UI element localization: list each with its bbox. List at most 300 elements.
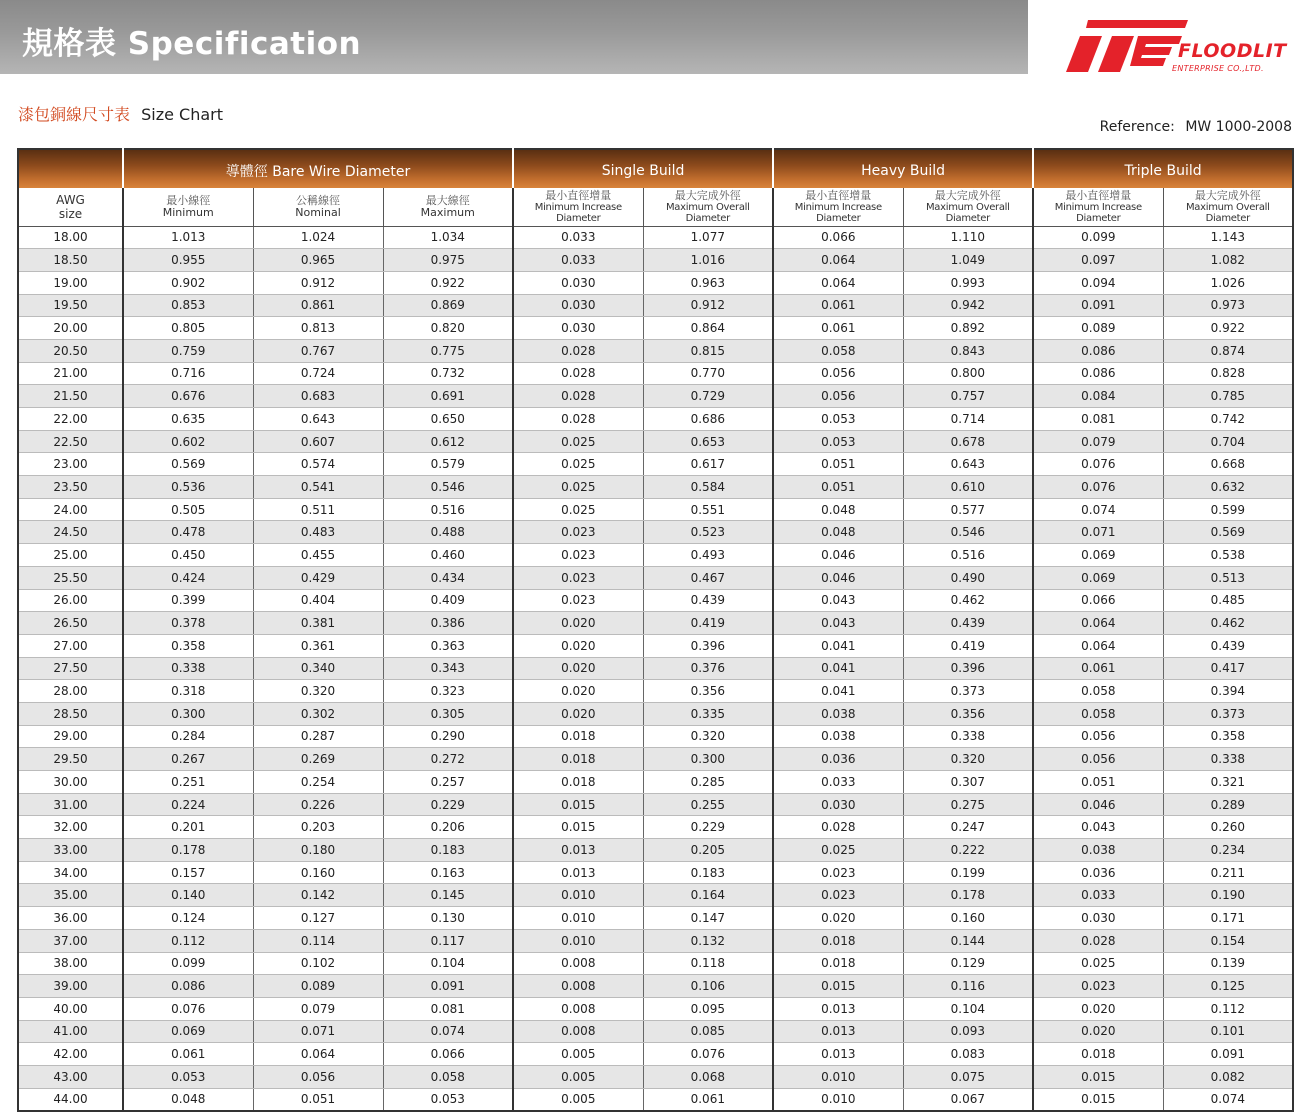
cell-single-min-increase: 0.028 <box>513 408 643 431</box>
col-header-maximum-zh: 最大線徑 <box>425 193 470 207</box>
cell-single-max-overall: 0.584 <box>643 476 773 499</box>
cell-minimum: 0.676 <box>123 385 253 408</box>
col-header-en1: Minimum Increase <box>794 201 882 213</box>
cell-heavy-min-increase: 0.038 <box>773 702 903 725</box>
col-header-heavy-max-overall <box>903 188 1033 226</box>
cell-triple-max-overall: 0.704 <box>1163 430 1293 453</box>
cell-heavy-max-overall: 0.439 <box>903 612 1033 635</box>
cell-heavy-min-increase: 0.028 <box>773 816 903 839</box>
cell-heavy-max-overall: 0.129 <box>903 952 1033 975</box>
cell-maximum: 0.081 <box>383 997 513 1020</box>
col-header-zh: 最小直徑增量 <box>545 188 612 202</box>
size-chart-subtitle <box>18 102 223 125</box>
cell-nominal: 0.574 <box>253 453 383 476</box>
cell-triple-min-increase: 0.081 <box>1033 408 1163 431</box>
cell-triple-max-overall: 0.973 <box>1163 294 1293 317</box>
cell-single-min-increase: 0.023 <box>513 544 643 567</box>
cell-minimum: 0.140 <box>123 884 253 907</box>
cell-single-max-overall: 0.205 <box>643 839 773 862</box>
cell-single-min-increase: 0.030 <box>513 271 643 294</box>
cell-nominal: 0.320 <box>253 680 383 703</box>
cell-triple-min-increase: 0.097 <box>1033 249 1163 272</box>
cell-minimum: 0.124 <box>123 907 253 930</box>
col-header-maximum <box>383 188 513 226</box>
col-header-minimum-en: Minimum <box>162 205 214 219</box>
cell-awg-size: 34.00 <box>18 861 123 884</box>
cell-nominal: 0.079 <box>253 997 383 1020</box>
cell-triple-min-increase: 0.051 <box>1033 771 1163 794</box>
cell-triple-max-overall: 0.632 <box>1163 476 1293 499</box>
cell-single-max-overall: 0.183 <box>643 861 773 884</box>
cell-triple-max-overall: 0.569 <box>1163 521 1293 544</box>
cell-minimum: 0.318 <box>123 680 253 703</box>
cell-single-min-increase: 0.020 <box>513 702 643 725</box>
cell-triple-min-increase: 0.066 <box>1033 589 1163 612</box>
column-header-row <box>18 188 1293 226</box>
cell-heavy-max-overall: 0.516 <box>903 544 1033 567</box>
cell-minimum: 0.061 <box>123 1043 253 1066</box>
cell-maximum: 0.434 <box>383 566 513 589</box>
cell-heavy-max-overall: 0.338 <box>903 725 1033 748</box>
table-row <box>18 362 1293 385</box>
col-header-en1: Minimum Increase <box>1054 201 1142 213</box>
cell-minimum: 0.569 <box>123 453 253 476</box>
cell-triple-min-increase: 0.086 <box>1033 362 1163 385</box>
table-row <box>18 226 1293 249</box>
cell-single-max-overall: 0.686 <box>643 408 773 431</box>
cell-single-min-increase: 0.005 <box>513 1088 643 1111</box>
table-row <box>18 249 1293 272</box>
cell-single-max-overall: 0.164 <box>643 884 773 907</box>
cell-awg-size: 32.00 <box>18 816 123 839</box>
cell-awg-size: 38.00 <box>18 952 123 975</box>
cell-single-min-increase: 0.023 <box>513 589 643 612</box>
cell-triple-max-overall: 0.125 <box>1163 975 1293 998</box>
cell-awg-size: 30.00 <box>18 771 123 794</box>
cell-single-max-overall: 0.068 <box>643 1065 773 1088</box>
cell-nominal: 0.340 <box>253 657 383 680</box>
cell-single-min-increase: 0.010 <box>513 929 643 952</box>
cell-heavy-max-overall: 0.892 <box>903 317 1033 340</box>
cell-awg-size: 26.00 <box>18 589 123 612</box>
cell-awg-size: 43.00 <box>18 1065 123 1088</box>
cell-heavy-max-overall: 0.222 <box>903 839 1033 862</box>
cell-maximum: 0.546 <box>383 476 513 499</box>
cell-heavy-max-overall: 0.144 <box>903 929 1033 952</box>
cell-heavy-min-increase: 0.023 <box>773 861 903 884</box>
cell-triple-max-overall: 0.154 <box>1163 929 1293 952</box>
cell-maximum: 0.869 <box>383 294 513 317</box>
cell-triple-min-increase: 0.020 <box>1033 997 1163 1020</box>
cell-triple-min-increase: 0.071 <box>1033 521 1163 544</box>
cell-triple-max-overall: 0.599 <box>1163 498 1293 521</box>
cell-minimum: 0.602 <box>123 430 253 453</box>
col-header-en2: Diameter <box>945 212 990 224</box>
col-header-en2: Diameter <box>1205 212 1250 224</box>
cell-triple-max-overall: 0.373 <box>1163 702 1293 725</box>
cell-maximum: 0.488 <box>383 521 513 544</box>
cell-maximum: 0.386 <box>383 612 513 635</box>
col-header-heavy-min-increase <box>773 188 903 226</box>
cell-heavy-min-increase: 0.053 <box>773 430 903 453</box>
cell-single-max-overall: 0.320 <box>643 725 773 748</box>
cell-heavy-min-increase: 0.061 <box>773 317 903 340</box>
cell-single-max-overall: 0.300 <box>643 748 773 771</box>
cell-single-max-overall: 0.095 <box>643 997 773 1020</box>
table-row <box>18 317 1293 340</box>
col-header-nominal-zh: 公稱線徑 <box>296 193 340 207</box>
cell-maximum: 0.323 <box>383 680 513 703</box>
cell-nominal: 0.051 <box>253 1088 383 1111</box>
cell-heavy-min-increase: 0.036 <box>773 748 903 771</box>
table-row <box>18 1020 1293 1043</box>
table-row <box>18 1065 1293 1088</box>
cell-awg-size: 27.50 <box>18 657 123 680</box>
cell-triple-max-overall: 1.143 <box>1163 226 1293 249</box>
cell-heavy-max-overall: 0.993 <box>903 271 1033 294</box>
cell-awg-size: 19.50 <box>18 294 123 317</box>
cell-awg-size: 22.50 <box>18 430 123 453</box>
cell-heavy-min-increase: 0.013 <box>773 1020 903 1043</box>
table-row <box>18 294 1293 317</box>
cell-heavy-min-increase: 0.056 <box>773 362 903 385</box>
cell-heavy-max-overall: 0.419 <box>903 634 1033 657</box>
cell-nominal: 0.483 <box>253 521 383 544</box>
cell-maximum: 0.343 <box>383 657 513 680</box>
table-row <box>18 952 1293 975</box>
cell-single-min-increase: 0.018 <box>513 771 643 794</box>
table-row <box>18 1088 1293 1111</box>
cell-awg-size: 33.00 <box>18 839 123 862</box>
cell-triple-max-overall: 0.462 <box>1163 612 1293 635</box>
cell-heavy-max-overall: 0.275 <box>903 793 1033 816</box>
cell-heavy-max-overall: 0.199 <box>903 861 1033 884</box>
cell-triple-min-increase: 0.061 <box>1033 657 1163 680</box>
group-header-row <box>18 149 1293 188</box>
cell-triple-max-overall: 0.828 <box>1163 362 1293 385</box>
cell-nominal: 0.965 <box>253 249 383 272</box>
cell-triple-max-overall: 0.101 <box>1163 1020 1293 1043</box>
cell-single-max-overall: 0.356 <box>643 680 773 703</box>
page-title: 規格表 Specification <box>22 26 362 62</box>
col-header-en2: Diameter <box>816 212 861 224</box>
col-header-nominal-en: Nominal <box>295 205 341 219</box>
cell-nominal: 0.269 <box>253 748 383 771</box>
cell-heavy-max-overall: 0.490 <box>903 566 1033 589</box>
table-row <box>18 634 1293 657</box>
cell-single-min-increase: 0.008 <box>513 1020 643 1043</box>
cell-triple-max-overall: 0.139 <box>1163 952 1293 975</box>
cell-awg-size: 22.00 <box>18 408 123 431</box>
reference-note <box>1100 119 1292 135</box>
cell-heavy-min-increase: 0.038 <box>773 725 903 748</box>
cell-triple-min-increase: 0.056 <box>1033 748 1163 771</box>
cell-maximum: 0.206 <box>383 816 513 839</box>
table-row <box>18 566 1293 589</box>
cell-minimum: 0.536 <box>123 476 253 499</box>
table-row <box>18 884 1293 907</box>
cell-nominal: 0.114 <box>253 929 383 952</box>
cell-maximum: 0.163 <box>383 861 513 884</box>
cell-minimum: 0.378 <box>123 612 253 635</box>
cell-triple-max-overall: 0.289 <box>1163 793 1293 816</box>
col-header-awg-line1: AWG <box>56 192 85 207</box>
col-header-zh: 最大完成外徑 <box>674 188 741 202</box>
table-row <box>18 748 1293 771</box>
cell-triple-max-overall: 0.922 <box>1163 317 1293 340</box>
group-header-blank <box>18 149 123 188</box>
table-row <box>18 544 1293 567</box>
cell-single-max-overall: 0.106 <box>643 975 773 998</box>
cell-heavy-min-increase: 0.041 <box>773 634 903 657</box>
cell-triple-max-overall: 0.485 <box>1163 589 1293 612</box>
table-row <box>18 385 1293 408</box>
cell-maximum: 0.145 <box>383 884 513 907</box>
cell-single-min-increase: 0.023 <box>513 566 643 589</box>
cell-triple-min-increase: 0.046 <box>1033 793 1163 816</box>
cell-maximum: 0.074 <box>383 1020 513 1043</box>
subtitle-zh: 漆包銅線尺寸表 <box>18 105 131 124</box>
cell-minimum: 0.048 <box>123 1088 253 1111</box>
cell-triple-max-overall: 0.074 <box>1163 1088 1293 1111</box>
cell-heavy-min-increase: 0.010 <box>773 1065 903 1088</box>
cell-maximum: 0.104 <box>383 952 513 975</box>
cell-awg-size: 29.50 <box>18 748 123 771</box>
cell-heavy-min-increase: 0.064 <box>773 249 903 272</box>
cell-triple-max-overall: 0.668 <box>1163 453 1293 476</box>
cell-triple-max-overall: 0.538 <box>1163 544 1293 567</box>
cell-single-max-overall: 0.963 <box>643 271 773 294</box>
cell-awg-size: 26.50 <box>18 612 123 635</box>
cell-triple-min-increase: 0.036 <box>1033 861 1163 884</box>
cell-single-min-increase: 0.013 <box>513 839 643 862</box>
company-logo <box>1062 16 1302 80</box>
cell-triple-max-overall: 0.190 <box>1163 884 1293 907</box>
table-row <box>18 861 1293 884</box>
cell-awg-size: 18.50 <box>18 249 123 272</box>
cell-triple-max-overall: 0.742 <box>1163 408 1293 431</box>
cell-single-max-overall: 0.376 <box>643 657 773 680</box>
cell-single-min-increase: 0.025 <box>513 430 643 453</box>
cell-minimum: 0.251 <box>123 771 253 794</box>
size-chart-table <box>17 148 1294 1112</box>
cell-maximum: 0.650 <box>383 408 513 431</box>
col-header-single-min-increase <box>513 188 643 226</box>
cell-triple-max-overall: 0.785 <box>1163 385 1293 408</box>
cell-single-min-increase: 0.020 <box>513 612 643 635</box>
cell-awg-size: 25.00 <box>18 544 123 567</box>
cell-nominal: 0.056 <box>253 1065 383 1088</box>
table-row <box>18 702 1293 725</box>
cell-triple-min-increase: 0.084 <box>1033 385 1163 408</box>
cell-nominal: 0.102 <box>253 952 383 975</box>
cell-single-max-overall: 0.523 <box>643 521 773 544</box>
col-header-en2: Diameter <box>1076 212 1121 224</box>
cell-maximum: 0.922 <box>383 271 513 294</box>
cell-maximum: 0.305 <box>383 702 513 725</box>
cell-maximum: 0.775 <box>383 339 513 362</box>
cell-single-min-increase: 0.025 <box>513 476 643 499</box>
cell-single-min-increase: 0.028 <box>513 339 643 362</box>
cell-nominal: 0.226 <box>253 793 383 816</box>
cell-awg-size: 41.00 <box>18 1020 123 1043</box>
table-row <box>18 839 1293 862</box>
cell-heavy-min-increase: 0.048 <box>773 521 903 544</box>
cell-triple-max-overall: 1.082 <box>1163 249 1293 272</box>
cell-nominal: 0.127 <box>253 907 383 930</box>
cell-heavy-min-increase: 0.046 <box>773 544 903 567</box>
cell-nominal: 0.724 <box>253 362 383 385</box>
cell-triple-max-overall: 0.082 <box>1163 1065 1293 1088</box>
cell-heavy-min-increase: 0.051 <box>773 476 903 499</box>
cell-heavy-max-overall: 0.104 <box>903 997 1033 1020</box>
cell-triple-max-overall: 0.358 <box>1163 725 1293 748</box>
cell-single-min-increase: 0.020 <box>513 657 643 680</box>
table-row <box>18 975 1293 998</box>
table-body <box>18 226 1293 1111</box>
cell-maximum: 0.183 <box>383 839 513 862</box>
table-row <box>18 771 1293 794</box>
title-bar <box>0 0 1028 74</box>
col-header-en2: Diameter <box>556 212 601 224</box>
cell-awg-size: 31.00 <box>18 793 123 816</box>
cell-maximum: 0.066 <box>383 1043 513 1066</box>
cell-single-min-increase: 0.008 <box>513 952 643 975</box>
cell-single-min-increase: 0.005 <box>513 1043 643 1066</box>
cell-minimum: 0.201 <box>123 816 253 839</box>
cell-heavy-max-overall: 0.247 <box>903 816 1033 839</box>
cell-triple-min-increase: 0.015 <box>1033 1065 1163 1088</box>
cell-heavy-min-increase: 0.048 <box>773 498 903 521</box>
cell-maximum: 0.117 <box>383 929 513 952</box>
cell-heavy-min-increase: 0.025 <box>773 839 903 862</box>
logo-brand-subtext: ENTERPRISE CO.,LTD. <box>1172 64 1264 73</box>
table-row <box>18 271 1293 294</box>
col-header-single-max-overall <box>643 188 773 226</box>
cell-nominal: 0.361 <box>253 634 383 657</box>
group-header-bare: 導體徑 Bare Wire Diameter <box>123 149 513 188</box>
cell-single-min-increase: 0.020 <box>513 680 643 703</box>
cell-nominal: 0.160 <box>253 861 383 884</box>
cell-single-min-increase: 0.010 <box>513 884 643 907</box>
cell-single-max-overall: 1.077 <box>643 226 773 249</box>
cell-maximum: 0.091 <box>383 975 513 998</box>
cell-awg-size: 27.00 <box>18 634 123 657</box>
cell-triple-max-overall: 0.112 <box>1163 997 1293 1020</box>
cell-single-max-overall: 0.864 <box>643 317 773 340</box>
table-row <box>18 657 1293 680</box>
cell-nominal: 0.511 <box>253 498 383 521</box>
cell-single-max-overall: 0.493 <box>643 544 773 567</box>
cell-minimum: 0.178 <box>123 839 253 862</box>
cell-minimum: 0.099 <box>123 952 253 975</box>
cell-single-max-overall: 0.815 <box>643 339 773 362</box>
cell-minimum: 0.300 <box>123 702 253 725</box>
cell-triple-min-increase: 0.020 <box>1033 1020 1163 1043</box>
cell-awg-size: 21.50 <box>18 385 123 408</box>
cell-single-max-overall: 0.551 <box>643 498 773 521</box>
group-header-triple: Triple Build <box>1033 149 1293 188</box>
col-header-en2: Diameter <box>685 212 730 224</box>
cell-triple-min-increase: 0.074 <box>1033 498 1163 521</box>
cell-awg-size: 29.00 <box>18 725 123 748</box>
table-row <box>18 725 1293 748</box>
cell-heavy-max-overall: 1.049 <box>903 249 1033 272</box>
cell-single-min-increase: 0.025 <box>513 498 643 521</box>
cell-awg-size: 37.00 <box>18 929 123 952</box>
cell-triple-max-overall: 0.321 <box>1163 771 1293 794</box>
cell-single-min-increase: 0.005 <box>513 1065 643 1088</box>
cell-awg-size: 23.50 <box>18 476 123 499</box>
cell-heavy-max-overall: 0.093 <box>903 1020 1033 1043</box>
cell-single-min-increase: 0.008 <box>513 997 643 1020</box>
floodlit-logo-icon <box>1062 16 1190 74</box>
cell-minimum: 0.805 <box>123 317 253 340</box>
cell-heavy-min-increase: 0.053 <box>773 408 903 431</box>
cell-triple-min-increase: 0.018 <box>1033 1043 1163 1066</box>
cell-triple-max-overall: 0.417 <box>1163 657 1293 680</box>
table-row <box>18 997 1293 1020</box>
col-header-zh: 最大完成外徑 <box>934 188 1001 202</box>
cell-triple-min-increase: 0.091 <box>1033 294 1163 317</box>
cell-awg-size: 40.00 <box>18 997 123 1020</box>
cell-nominal: 0.429 <box>253 566 383 589</box>
cell-heavy-max-overall: 0.577 <box>903 498 1033 521</box>
cell-single-max-overall: 0.285 <box>643 771 773 794</box>
col-header-minimum <box>123 188 253 226</box>
table-row <box>18 453 1293 476</box>
cell-triple-max-overall: 0.091 <box>1163 1043 1293 1066</box>
cell-single-max-overall: 0.617 <box>643 453 773 476</box>
cell-triple-min-increase: 0.069 <box>1033 566 1163 589</box>
cell-nominal: 0.813 <box>253 317 383 340</box>
cell-maximum: 0.612 <box>383 430 513 453</box>
cell-maximum: 0.130 <box>383 907 513 930</box>
col-header-nominal <box>253 188 383 226</box>
cell-heavy-max-overall: 0.843 <box>903 339 1033 362</box>
cell-single-max-overall: 1.016 <box>643 249 773 272</box>
cell-nominal: 0.180 <box>253 839 383 862</box>
cell-minimum: 0.635 <box>123 408 253 431</box>
cell-nominal: 0.643 <box>253 408 383 431</box>
cell-heavy-max-overall: 0.083 <box>903 1043 1033 1066</box>
cell-nominal: 0.254 <box>253 771 383 794</box>
table-row <box>18 929 1293 952</box>
cell-triple-min-increase: 0.076 <box>1033 476 1163 499</box>
cell-triple-min-increase: 0.089 <box>1033 317 1163 340</box>
cell-single-min-increase: 0.023 <box>513 521 643 544</box>
cell-single-max-overall: 0.061 <box>643 1088 773 1111</box>
cell-triple-min-increase: 0.043 <box>1033 816 1163 839</box>
cell-nominal: 0.302 <box>253 702 383 725</box>
cell-triple-min-increase: 0.099 <box>1033 226 1163 249</box>
cell-nominal: 0.912 <box>253 271 383 294</box>
cell-heavy-min-increase: 0.013 <box>773 1043 903 1066</box>
cell-single-max-overall: 0.118 <box>643 952 773 975</box>
cell-triple-max-overall: 0.234 <box>1163 839 1293 862</box>
cell-heavy-min-increase: 0.010 <box>773 1088 903 1111</box>
table-row <box>18 408 1293 431</box>
cell-maximum: 0.460 <box>383 544 513 567</box>
cell-heavy-min-increase: 0.043 <box>773 612 903 635</box>
cell-minimum: 0.053 <box>123 1065 253 1088</box>
cell-triple-min-increase: 0.058 <box>1033 702 1163 725</box>
cell-nominal: 0.064 <box>253 1043 383 1066</box>
cell-triple-max-overall: 0.439 <box>1163 634 1293 657</box>
cell-heavy-max-overall: 0.678 <box>903 430 1033 453</box>
cell-nominal: 0.089 <box>253 975 383 998</box>
cell-single-max-overall: 0.653 <box>643 430 773 453</box>
